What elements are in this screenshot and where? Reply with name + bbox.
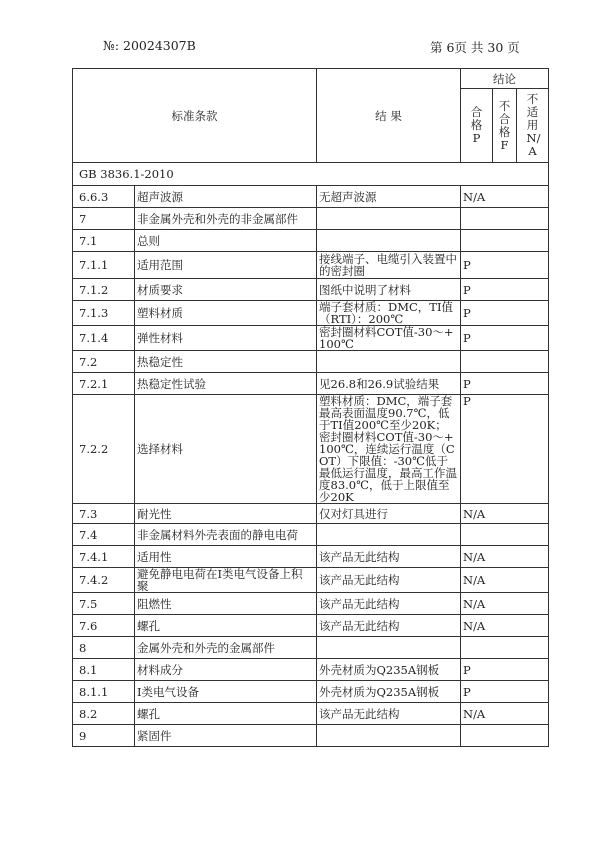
result-text: 该产品无此结构 (317, 615, 461, 637)
result-text: 外壳材质为Q235A钢板 (317, 681, 461, 703)
clause-number: 8 (73, 637, 135, 659)
verdict-value: P (461, 373, 549, 395)
verdict-value: N/A (461, 568, 549, 593)
clause-title: 螺孔 (135, 615, 317, 637)
header-result: 结 果 (317, 69, 461, 163)
result-text: 外壳材质为Q235A钢板 (317, 659, 461, 681)
clause-number: 7.1 (73, 230, 135, 252)
clause-number: 7.4.2 (73, 568, 135, 593)
clause-title: 超声波源 (135, 186, 317, 208)
verdict-value: P (461, 659, 549, 681)
table-row (73, 615, 549, 637)
table-row (73, 524, 549, 546)
table-row (73, 208, 549, 230)
clause-number: 7.4 (73, 524, 135, 546)
report-number: №: 20024307B (103, 38, 196, 53)
table-row (73, 252, 549, 279)
result-text: 图纸中说明了材料 (317, 279, 461, 301)
result-empty (317, 637, 461, 659)
verdict-empty (461, 230, 549, 252)
clause-title: 阻燃性 (135, 593, 317, 615)
clause-title: 弹性材料 (135, 326, 317, 351)
table-row (73, 504, 549, 524)
table-row (73, 593, 549, 615)
table-row (73, 637, 549, 659)
result-empty (317, 208, 461, 230)
clause-title: 耐光性 (135, 504, 317, 524)
table-row (73, 230, 549, 252)
clause-title: 热稳定性 (135, 351, 317, 373)
result-text: 接线端子、电缆引入装置中的密封圈 (317, 252, 461, 279)
verdict-value: P (461, 279, 549, 301)
header-pass: 合格P (470, 105, 483, 145)
table-row (73, 279, 549, 301)
result-text: 无超声波源 (317, 186, 461, 208)
verdict-value: N/A (461, 703, 549, 725)
verdict-value: P (461, 252, 549, 279)
clause-title: 材料成分 (135, 659, 317, 681)
clause-title: 选择材料 (135, 395, 317, 504)
table-row (73, 301, 549, 326)
verdict-value: N/A (461, 615, 549, 637)
clause-number: 7 (73, 208, 135, 230)
table-row (73, 395, 549, 504)
result-text: 塑料材质：DMC，端子套最高表面温度90.7℃，低于TI值200℃至少20K；密封圈材料COT值-30～+100℃，连续运行温度（COT）下限值：-30℃低于最低运行温度，最高工作温度83.0℃，低于上限值至少20K (317, 395, 461, 504)
result-empty (317, 725, 461, 747)
clause-number: 7.1.1 (73, 252, 135, 279)
clause-number: 7.2.1 (73, 373, 135, 395)
clause-number: 9 (73, 725, 135, 747)
clause-title: Ⅰ类电气设备 (135, 681, 317, 703)
clause-number: 7.1.4 (73, 326, 135, 351)
page-indicator: 第 6页 共 30 页 (430, 40, 520, 55)
header-fail: 不合格F (498, 98, 511, 152)
clause-title: 螺孔 (135, 703, 317, 725)
clause-title: 非金属材料外壳表面的静电电荷 (135, 524, 317, 546)
clause-title: 非金属外壳和外壳的非金属部件 (135, 208, 317, 230)
header-na: 不适用N/A (526, 92, 541, 158)
standard-title: GB 3836.1-2010 (73, 163, 549, 186)
result-text: 该产品无此结构 (317, 546, 461, 568)
clause-number: 6.6.3 (73, 186, 135, 208)
verdict-empty (461, 725, 549, 747)
verdict-empty (461, 524, 549, 546)
table-row (73, 568, 549, 593)
clause-number: 7.3 (73, 504, 135, 524)
result-text: 该产品无此结构 (317, 703, 461, 725)
table-row (73, 725, 549, 747)
clause-title: 适用范围 (135, 252, 317, 279)
verdict-value: P (461, 395, 549, 504)
clause-title: 避免静电电荷在Ⅰ类电气设备上积聚 (135, 568, 317, 593)
inspection-table (72, 68, 549, 747)
result-text: 密封圈材料COT值-30～+100℃ (317, 326, 461, 351)
clause-title: 适用性 (135, 546, 317, 568)
result-empty (317, 230, 461, 252)
clause-number: 7.2.2 (73, 395, 135, 504)
table-row (73, 546, 549, 568)
verdict-empty (461, 351, 549, 373)
table-row (73, 326, 549, 351)
verdict-value: N/A (461, 593, 549, 615)
verdict-empty (461, 637, 549, 659)
result-empty (317, 351, 461, 373)
result-text: 端子套材质：DMC，TI值（RTI）：200℃ (317, 301, 461, 326)
clause-title: 热稳定性试验 (135, 373, 317, 395)
clause-number: 8.1 (73, 659, 135, 681)
clause-title: 塑料材质 (135, 301, 317, 326)
clause-number: 7.4.1 (73, 546, 135, 568)
table-row (73, 659, 549, 681)
verdict-value: N/A (461, 186, 549, 208)
table-row (73, 703, 549, 725)
verdict-value: N/A (461, 504, 549, 524)
result-text: 见26.8和26.9试验结果 (317, 373, 461, 395)
result-text: 该产品无此结构 (317, 593, 461, 615)
clause-title: 紧固件 (135, 725, 317, 747)
header-clause: 标准条款 (73, 69, 317, 163)
clause-number: 7.1.2 (73, 279, 135, 301)
clause-title: 材质要求 (135, 279, 317, 301)
table-row (73, 351, 549, 373)
clause-number: 7.6 (73, 615, 135, 637)
clause-number: 7.2 (73, 351, 135, 373)
clause-title: 金属外壳和外壳的金属部件 (135, 637, 317, 659)
table-row (73, 681, 549, 703)
result-empty (317, 524, 461, 546)
table-row (73, 186, 549, 208)
header-verdict: 结论 (461, 69, 549, 89)
verdict-value: P (461, 681, 549, 703)
clause-number: 8.1.1 (73, 681, 135, 703)
clause-number: 8.2 (73, 703, 135, 725)
verdict-value: N/A (461, 546, 549, 568)
result-text: 该产品无此结构 (317, 568, 461, 593)
verdict-value: P (461, 326, 549, 351)
verdict-value: P (461, 301, 549, 326)
verdict-empty (461, 208, 549, 230)
table-row (73, 373, 549, 395)
clause-number: 7.5 (73, 593, 135, 615)
result-text: 仅对灯具进行 (317, 504, 461, 524)
clause-title: 总则 (135, 230, 317, 252)
clause-number: 7.1.3 (73, 301, 135, 326)
